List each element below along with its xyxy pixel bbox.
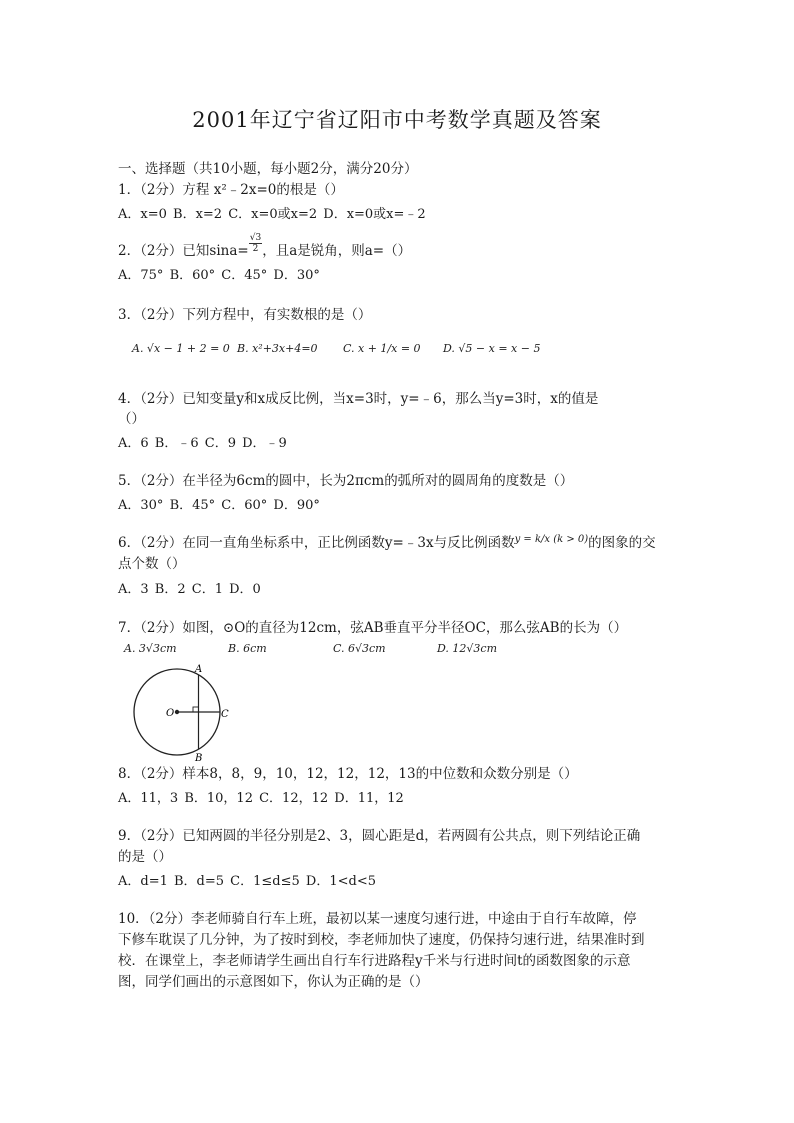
question-1-stem: 1．（2分）方程 x²﹣2x=0的根是（）: [118, 182, 344, 198]
question-9-stem-line2: 的是（）: [118, 849, 172, 865]
question-8-stem: 8．（2分）样本8，8，9，10，12，12，12，13的中位数和众数分别是（）: [118, 766, 578, 782]
question-7-option-a: A. 3√3cm: [124, 642, 177, 655]
label-b: B: [195, 753, 203, 762]
question-3-option-c: C. x + 1/x = 0: [343, 342, 421, 355]
question-6-stem-post: 的图象的交: [588, 535, 656, 551]
page-title: 2001年辽宁省辽阳市中考数学真题及答案: [192, 108, 602, 132]
question-10-line4: 图，同学们画出的示意图如下，你认为正确的是（）: [118, 974, 429, 990]
question-9-stem-line1: 9．（2分）已知两圆的半径分别是2、3，圆心距是d，若两圆有公共点，则下列结论正确: [118, 828, 641, 844]
question-7-stem: 7．（2分）如图，⊙O的直径为12cm，弦AB垂直平分半径OC，那么弦AB的长为（）: [118, 620, 628, 636]
question-9-options: A．d=1 B．d=5 C．1≤d≤5 D．1<d<5: [118, 874, 376, 889]
center-point: [175, 710, 179, 714]
question-8-options: A．11，3 B．10，12 C．12，12 D．11，12: [118, 791, 404, 806]
question-1-options: A．x=0 B．x=2 C．x=0或x=2 D．x=0或x=﹣2: [118, 207, 426, 222]
question-6-stem-pre: 6．（2分）在同一直角坐标系中，正比例函数y=﹣3x与反比例函数: [118, 535, 515, 551]
fraction-denominator: 2: [252, 244, 259, 254]
question-6-options: A．3 B．2 C．1 D．0: [118, 582, 261, 597]
question-10-line2: 下修车耽误了几分钟，为了按时到校，李老师加快了速度，仍保持匀速行进，结果准时到: [118, 932, 645, 948]
circle-figure: [126, 660, 236, 762]
question-3-option-a: A. √x − 1 + 2 = 0: [132, 342, 230, 355]
question-5-stem: 5．（2分）在半径为6cm的圆中，长为2πcm的弧所对的圆周角的度数是（）: [118, 473, 574, 489]
question-7-option-b: B. 6cm: [228, 642, 267, 655]
question-2-stem-pre: 2．（2分）已知sina=: [118, 243, 249, 259]
question-5-options: A．30° B．45° C．60° D．90°: [118, 498, 320, 513]
question-6-stem: [118, 534, 656, 554]
question-2-stem-post: ，且a是锐角，则a=（）: [262, 243, 412, 259]
question-6-formula: y = k/x (k > 0): [514, 534, 589, 545]
question-3-option-d: D. √5 − x = x − 5: [443, 342, 541, 355]
label-o: O: [166, 708, 175, 719]
question-4-stem-line2: （）: [118, 411, 145, 427]
question-10-line1: 10．（2分）李老师骑自行车上班，最初以某一速度匀速行进，中途由于自行车故障，停: [118, 911, 637, 927]
question-2-options: A．75° B．60° C．45° D．30°: [118, 268, 320, 283]
question-7-option-c: C. 6√3cm: [333, 642, 386, 655]
question-6-stem-line2: 点个数（）: [118, 556, 186, 572]
right-angle-mark: [193, 707, 199, 712]
question-10-line3: 校．在课堂上，李老师请学生画出自行车行进路程y千米与行进时间t的函数图象的示意: [118, 953, 631, 969]
question-4-stem-line1: 4．（2分）已知变量y和x成反比例，当x=3时，y=﹣6，那么当y=3时，x的值是: [118, 391, 599, 407]
question-2-fraction: [249, 233, 262, 254]
question-2-stem: [118, 233, 412, 262]
label-a: A: [195, 664, 203, 675]
fraction-numerator: √3: [249, 233, 262, 243]
question-3-option-b: B. x²+3x+4=0: [237, 342, 318, 355]
question-7-option-d: D. 12√3cm: [437, 642, 498, 655]
label-c: C: [221, 709, 229, 720]
question-4-options: A．6 B．﹣6 C．9 D．﹣9: [118, 436, 287, 451]
section-heading: 一、选择题（共10小题，每小题2分，满分20分）: [118, 161, 418, 177]
question-3-stem: 3．（2分）下列方程中，有实数根的是（）: [118, 307, 372, 323]
